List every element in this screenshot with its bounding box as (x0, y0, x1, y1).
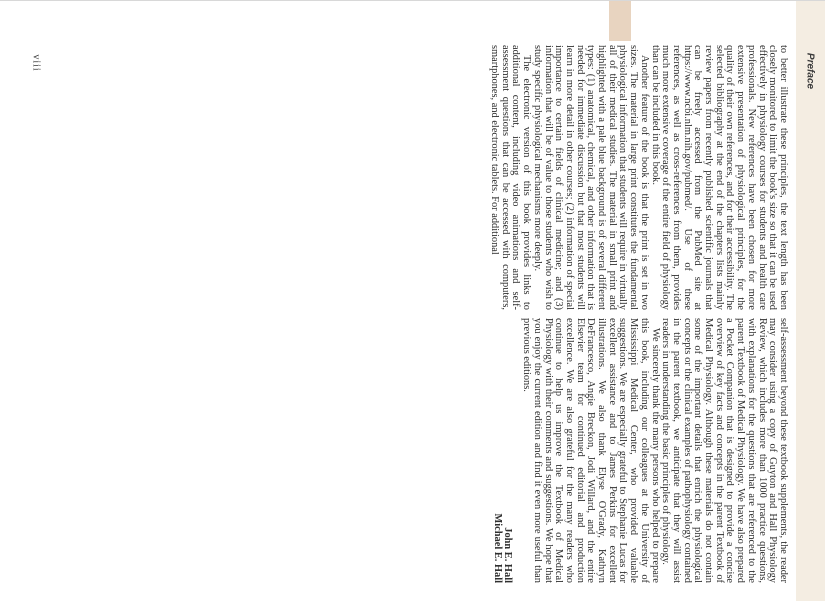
paragraph: We sincerely thank the many persons who helped to prepare this book, including our colleagues at the University of Mississippi Medical Center, who provided valuable suggestions. We are especially grateful to Stephanie Lucas for excellent assistance and to James Perkins for excellent illustrations. We also thank Elyse O'Grady, Kathryn DeFrancesco, Angie Breckon, Jodi Willard, and the entire Elsevier team for continued editorial and production excellence. We are also grateful for the many readers who continue to help us improve the Textbook of Medical Physiology with their comments and suggestions. We hope that you enjoy the current edition and find it even more useful than previous editions. (521, 318, 661, 583)
page-number: viii (30, 54, 42, 72)
section-tab-marker (609, 1, 631, 41)
author-signature: Michael E. Hall (491, 513, 503, 583)
paragraph: self-assessment beyond these textbook supplements, the reader may consider using a copy of Guyton and Hall Physiology Review, which includes more than 1000 practice questions, with explanations for the questions that are referenced to the parent Textbook of Medical Physiology. We have also prepared a Pocket Companion that is designed to provide a concise overview of key facts and concepts in the parent Textbook of Medical Physiology. Although these materials do not contain some of the important details that enrich the physiological concepts or the clinical examples of pathophysiology contained in the parent textbook, we anticipate that they will assist readers in understanding the basic principles of physiology. (660, 318, 789, 583)
author-signature: John E. Hall (502, 527, 514, 583)
running-header-title: Preface (804, 52, 816, 90)
running-header-band (796, 1, 825, 601)
paragraph: Another feature of the book is that the print is set in two sizes. The material in large print constitutes the fundamental physiological information that students will require in virtually all of their medical studies. The material in small print and highlighted with a pale blue background is of several different types: (1) anatomical, chemical, and other information that is needed for immediate discussion but that most students will learn in more detail in other courses; (2) information of special importance to certain fields of clinical medicine; and (3) information that will be of value to those students who wish to study specific physiological mechanisms more deeply. (531, 45, 650, 310)
paragraph: The electronic version of this book provides links to additional content, including video animations and self-assessment questions that can be accessed with computers, smartphones, and electronic tablets. For additional (489, 45, 533, 310)
text-column-right (413, 318, 788, 583)
text-column-left (413, 45, 788, 310)
paragraph: to better illustrate these principles, the text length has been closely monitored to limit the book's size so that it can be used effectively in physiology courses for students and health care professionals. New references have been chosen for more extensive presentation of physiological principles, for the quality of their own references, and for their accessibility. The selected bibliography at the end of the chapters lists mainly review papers from recently published scientific journals that can be freely accessed from the PubMed site at https://www.ncbi.nlm.nih.gov/pubmed/. Use of these references, as well as cross-references from them, provides much more extensive coverage of the entire field of physiology than can be included in this book. (649, 45, 789, 310)
